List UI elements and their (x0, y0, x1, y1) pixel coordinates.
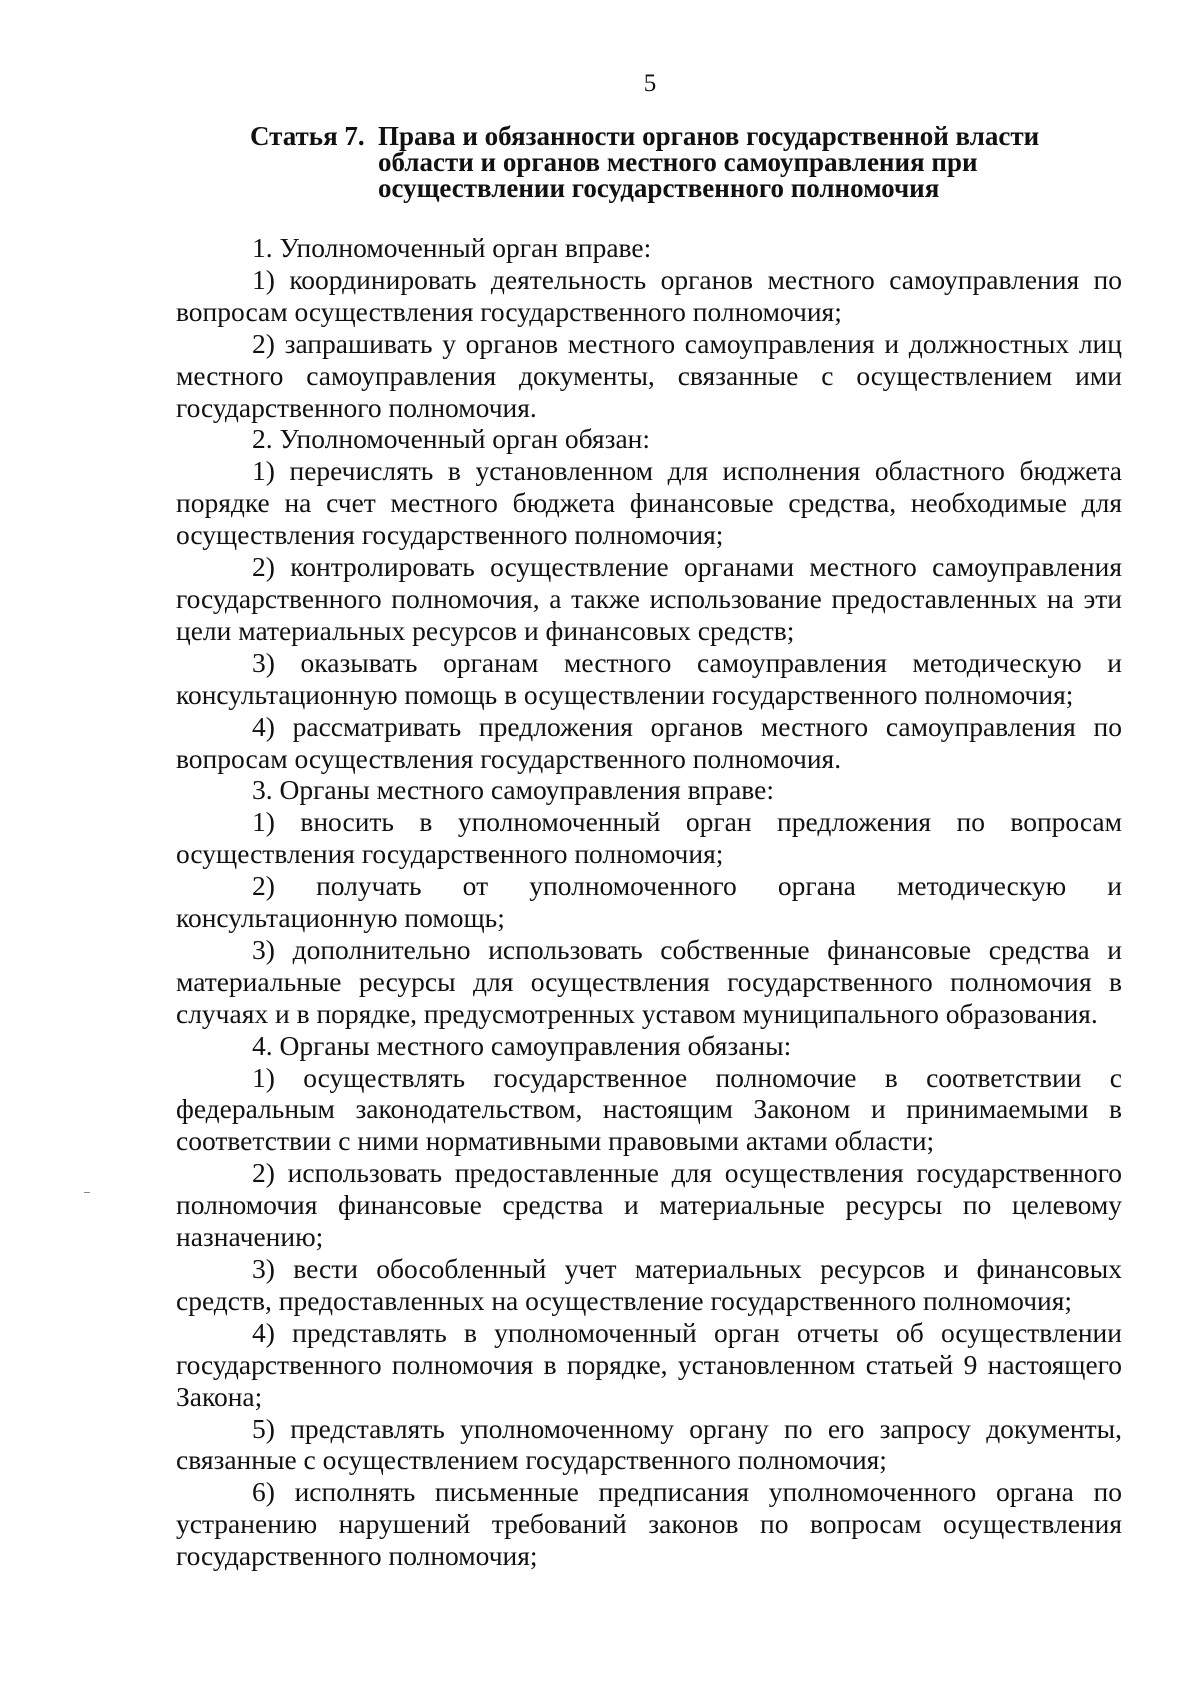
article-title-line: осуществлении государственного полномочия (378, 173, 940, 203)
section-2-item-4: 4) рассматривать предложения органов местного самоуправления по вопросам осуществления государственного полномочия. (176, 710, 1122, 774)
section-4-item-4: 4) представлять в уполномоченный орган отчеты об осуществлении государственного полномочия в порядке, установленном статьей 9 настоящего Закона; (176, 1316, 1122, 1412)
section-1-item-2: 2) запрашивать у органов местного самоуправления и должностных лиц местного самоуправления документы, связанные с осуществлением ими государственного полномочия. (176, 327, 1122, 423)
section-4-item-5: 5) представлять уполномоченному органу по его запросу документы, связанные с осуществлением государственного полномочия; (176, 1412, 1122, 1476)
article-heading (250, 123, 1150, 201)
section-4-heading: 4. Органы местного самоуправления обязаны: (252, 1029, 792, 1061)
section-2-heading: 2. Уполномоченный орган обязан: (252, 423, 651, 455)
page-number: 5 (643, 70, 657, 97)
section-4-item-1: 1) осуществлять государственное полномочие в соответствии с федеральным законодательством, настоящим Законом и принимаемыми в соответствии с ними нормативными правовыми актами области; (176, 1061, 1122, 1157)
section-4-item-2: 2) использовать предоставленные для осуществления государственного полномочия финансовые средства и материальные ресурсы по целевому назначению; (176, 1157, 1122, 1253)
section-3-item-1: 1) вносить в уполномоченный орган предложения по вопросам осуществления государственного полномочия; (176, 806, 1122, 870)
scan-speck (84, 1192, 90, 1193)
section-3-heading: 3. Органы местного самоуправления вправе: (252, 774, 774, 806)
section-1-item-1: 1) координировать деятельность органов местного самоуправления по вопросам осуществления государственного полномочия; (176, 263, 1122, 327)
section-2-item-2: 2) контролировать осуществление органами местного самоуправления государственного полномочия, а также использование предоставленных на эти цели материальных ресурсов и финансовых средств; (176, 551, 1122, 646)
section-3-item-2: 2) получать от уполномоченного органа методическую и консультационную помощь; (176, 870, 1122, 934)
section-2-item-3: 3) оказывать органам местного самоуправления методическую и консультационную помощь в осуществлении государственного полномочия; (176, 646, 1122, 710)
article-title-line: Права и обязанности органов государственной власти (378, 121, 1040, 151)
section-1-heading: 1. Уполномоченный орган вправе: (252, 232, 652, 263)
section-3-item-3: 3) дополнительно использовать собственные финансовые средства и материальные ресурсы для осуществления государственного полномочия в случаях и в порядке, предусмотренных уставом муниципального образования. (176, 933, 1122, 1029)
section-4-item-3: 3) вести обособленный учет материальных ресурсов и финансовых средств, предоставленных на осуществление государственного полномочия; (176, 1253, 1122, 1316)
article-title-line: области и органов местного самоуправления при (378, 147, 978, 177)
section-2-item-1: 1) перечислять в установленном для исполнения областного бюджета порядке на счет местного бюджета финансовые средства, необходимые для осуществления государственного полномочия; (176, 455, 1122, 551)
section-4-item-6: 6) исполнять письменные предписания уполномоченного органа по устранению нарушений требований законов по вопросам осуществления государственного полномочия; (176, 1476, 1122, 1572)
article-label: Статья 7. (250, 121, 365, 151)
article-title (378, 123, 1078, 201)
document-body (176, 232, 1122, 1572)
